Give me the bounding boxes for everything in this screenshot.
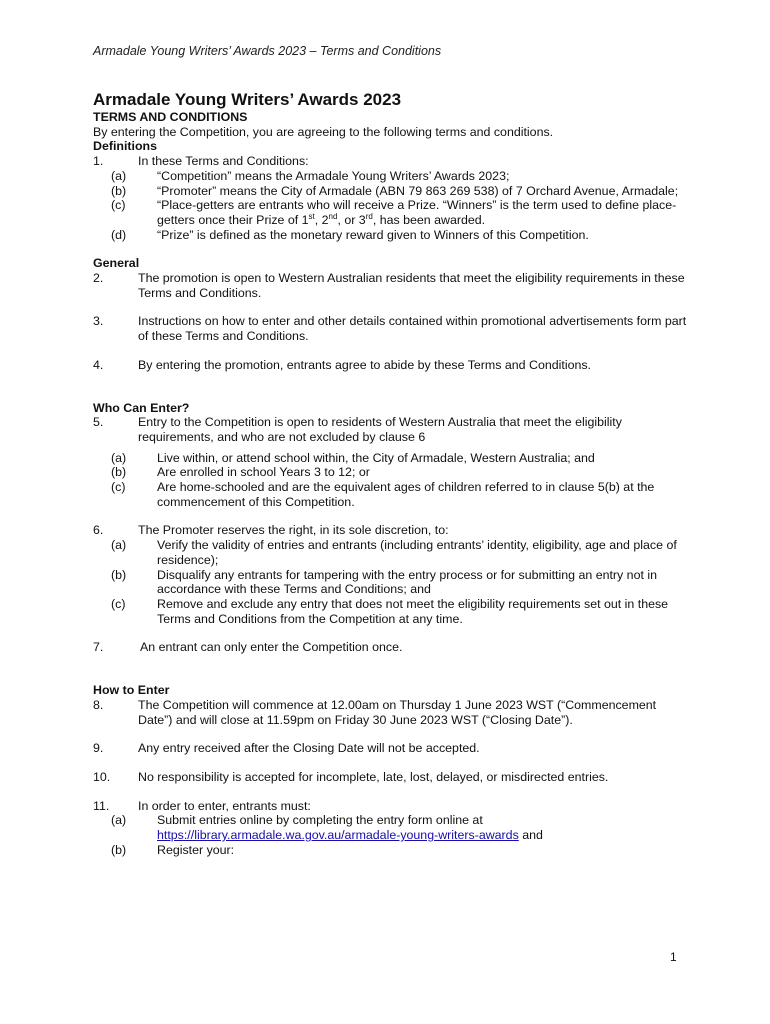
clause-number: 6. <box>93 523 104 538</box>
clause-text: Entry to the Competition is open to residents of Western Australia that meet the eligibility requirements, and who are not excluded by clause 6 <box>138 415 622 444</box>
clause-1b <box>93 184 693 199</box>
subclause-letter: (c) <box>111 596 126 611</box>
subclause-text: Are home-schooled and are the equivalent ages of children referred to in clause 5(b) at the commencement of this Competition. <box>157 480 655 509</box>
subclause-text: Submit entries online by completing the entry form online at <box>157 813 483 828</box>
clause-text: The Promoter reserves the right, in its sole discretion, to: <box>138 523 449 538</box>
clause-number: 3. <box>93 314 104 329</box>
clause-number: 1. <box>93 154 104 169</box>
subclause-text: Register your: <box>157 842 235 857</box>
clause-6c <box>93 597 693 626</box>
clause-number: 8. <box>93 697 104 712</box>
subclause-letter: (a) <box>111 450 127 465</box>
clause-text: No responsibility is accepted for incomplete, late, lost, delayed, or misdirected entries. <box>138 769 609 784</box>
clause-text: In order to enter, entrants must: <box>138 798 311 813</box>
subclause-text: “Promoter” means the City of Armadale (ABN 79 863 269 538) of 7 Orchard Avenue, Armadale; <box>157 183 679 198</box>
clause-6 <box>93 523 693 538</box>
clause-11a <box>93 813 693 842</box>
clause-number: 7. <box>93 640 104 655</box>
subclause-letter: (d) <box>111 227 127 242</box>
subclause-text: Live within, or attend school within, the City of Armadale, Western Australia; and <box>157 450 595 465</box>
clause-1 <box>93 154 693 169</box>
clause-number: 9. <box>93 741 104 756</box>
subclause-letter: (c) <box>111 480 126 495</box>
subclause-text: Verify the validity of entries and entrants (including entrants’ identity, eligibility, age and place of residence); <box>157 538 677 567</box>
clause-text: Instructions on how to enter and other details contained within promotional advertisements form part of these Terms and Conditions. <box>138 314 687 344</box>
who-can-enter-heading: Who Can Enter? <box>93 400 190 415</box>
subclause-text: “Place-getters are entrants who will receive a Prize. “Winners” is the term used to define place-getters once their Prize of 1st, 2nd, or 3rd, has been awarded. <box>157 198 677 227</box>
clause-1a <box>93 169 693 184</box>
clause-5a <box>93 451 693 466</box>
document-body <box>93 90 693 857</box>
clause-number: 4. <box>93 357 104 372</box>
subclause-text: “Prize” is defined as the monetary reward given to Winners of this Competition. <box>157 227 589 242</box>
clause-text: Any entry received after the Closing Date will not be accepted. <box>138 741 480 756</box>
clause-5c <box>93 480 693 509</box>
clause-10 <box>93 770 693 785</box>
general-heading: General <box>93 256 140 271</box>
clause-5b <box>93 465 693 480</box>
subclause-letter: (b) <box>111 842 127 857</box>
subclause-text: Are enrolled in school Years 3 to 12; or <box>157 465 370 480</box>
subclause-letter: (b) <box>111 567 127 582</box>
clause-text: In these Terms and Conditions: <box>138 154 309 169</box>
clause-4 <box>93 358 693 373</box>
terms-subtitle: TERMS AND CONDITIONS <box>93 110 248 124</box>
page-header: Armadale Young Writers’ Awards 2023 – Terms and Conditions <box>93 44 442 58</box>
subclause-letter: (b) <box>111 465 127 480</box>
clause-9 <box>93 741 693 756</box>
clause-11b <box>93 843 693 858</box>
clause-1d <box>93 228 693 243</box>
subclause-letter: (a) <box>111 813 127 828</box>
clause-5 <box>93 415 693 444</box>
clause-7 <box>93 640 693 655</box>
subclause-text: Remove and exclude any entry that does not meet the eligibility requirements set out in these Terms and Conditions from the Competition at any time. <box>157 596 669 626</box>
clause-text: The Competition will commence at 12.00am on Thursday 1 June 2023 WST (“Commencement Date”) and will close at 11.59pm on Friday 30 June 2023 WST (“Closing Date”). <box>138 697 657 727</box>
definitions-heading: Definitions <box>93 139 158 154</box>
clause-6b <box>93 568 693 597</box>
subclause-letter: (a) <box>111 168 127 183</box>
clause-number: 2. <box>93 271 104 286</box>
clause-text: The promotion is open to Western Australian residents that meet the eligibility requirements in these Terms and Conditions. <box>138 271 685 300</box>
clause-text: By entering the promotion, entrants agree to abide by these Terms and Conditions. <box>138 357 591 372</box>
clause-1c <box>93 198 693 227</box>
intro-text: By entering the Competition, you are agreeing to the following terms and conditions. <box>93 124 554 139</box>
clause-3 <box>93 314 693 343</box>
clause-2 <box>93 271 693 300</box>
document-title: Armadale Young Writers’ Awards 2023 <box>93 90 402 109</box>
clause-8 <box>93 698 693 727</box>
clause-11 <box>93 799 693 814</box>
clause-number: 5. <box>93 415 104 430</box>
awards-link[interactable]: https://library.armadale.wa.gov.au/armadale-young-writers-awards <box>157 828 519 843</box>
clause-text: An entrant can only enter the Competition once. <box>140 640 403 655</box>
subclause-letter: (c) <box>111 198 126 213</box>
subclause-letter: (a) <box>111 538 127 553</box>
clause-number: 11. <box>93 798 110 813</box>
subclause-letter: (b) <box>111 183 127 198</box>
page-number: 1 <box>670 950 677 964</box>
clause-6a <box>93 538 693 567</box>
subclause-text: Disqualify any entrants for tampering with the entry process or for submitting an entry not in accordance with these Terms and Conditions; and <box>157 567 657 597</box>
clause-number: 10. <box>93 769 111 784</box>
subclause-text-tail: and <box>518 828 543 843</box>
subclause-text: “Competition” means the Armadale Young Writers’ Awards 2023; <box>157 168 510 183</box>
how-to-enter-heading: How to Enter <box>93 683 170 698</box>
